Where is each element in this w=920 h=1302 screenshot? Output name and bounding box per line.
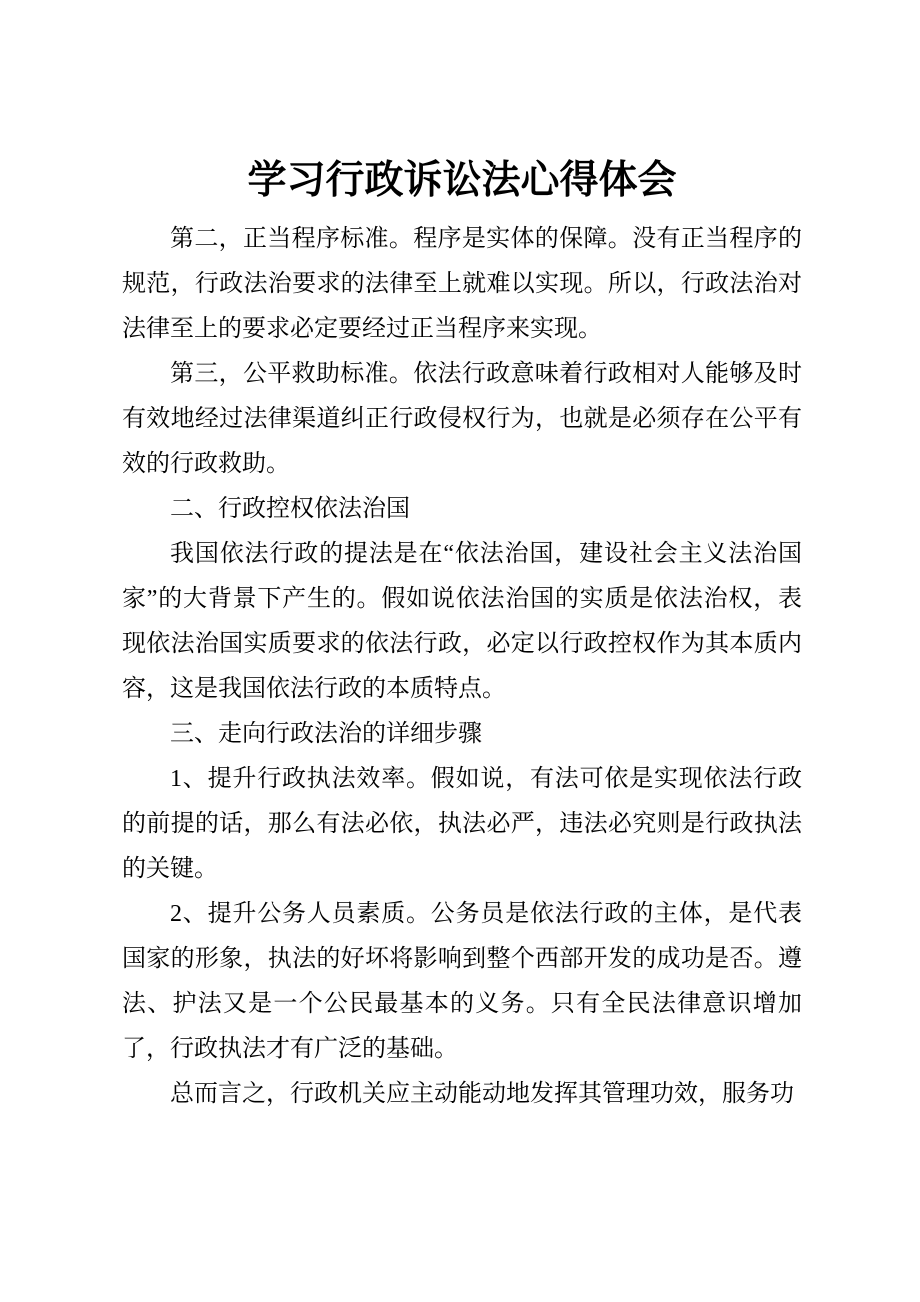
paragraph-step-2-civil-servant-quality: 2、提升公务人员素质。公务员是依法行政的主体，是代表国家的形象，执法的好坏将影响到整个西部开发的成功是否。遵法、护法又是一个公民最基本的义务。只有全民法律意识增加了，行政执法才有广泛的基础。	[122, 901, 802, 1062]
paragraph-conclusion-truncated: 总而言之，行政机关应主动能动地发挥其管理功效，服务功	[170, 1081, 794, 1107]
paragraph-heading-section-two: 二、行政控权依法治国	[170, 496, 410, 522]
paragraph-rule-of-law-background: 我国依法行政的提法是在“依法治国，建设社会主义法治国家”的大背景下产生的。假如说依法治国的实质是依法治权，表现依法治国实质要求的依法行政，必定以行政控权作为其本质内容，这是我国依法行政的本质特点。	[122, 541, 802, 702]
document-title: 学习行政诉讼法心得体会	[247, 159, 677, 202]
paragraph-due-process-standard: 第二，正当程序标准。程序是实体的保障。没有正当程序的规范，行政法治要求的法律至上就难以实现。所以，行政法治对法律至上的要求必定要经过正当程序来实现。	[122, 226, 802, 342]
paragraph-fair-relief-standard: 第三，公平救助标准。依法行政意味着行政相对人能够及时有效地经过法律渠道纠正行政侵权行为，也就是必须存在公平有效的行政救助。	[122, 361, 802, 477]
paragraph-heading-section-three: 三、走向行政法治的详细步骤	[170, 721, 482, 747]
paragraph-step-1-enforcement-efficiency: 1、提升行政执法效率。假如说，有法可依是实现依法行政的前提的话，那么有法必依，执法必严，违法必究则是行政执法的关键。	[122, 766, 802, 882]
